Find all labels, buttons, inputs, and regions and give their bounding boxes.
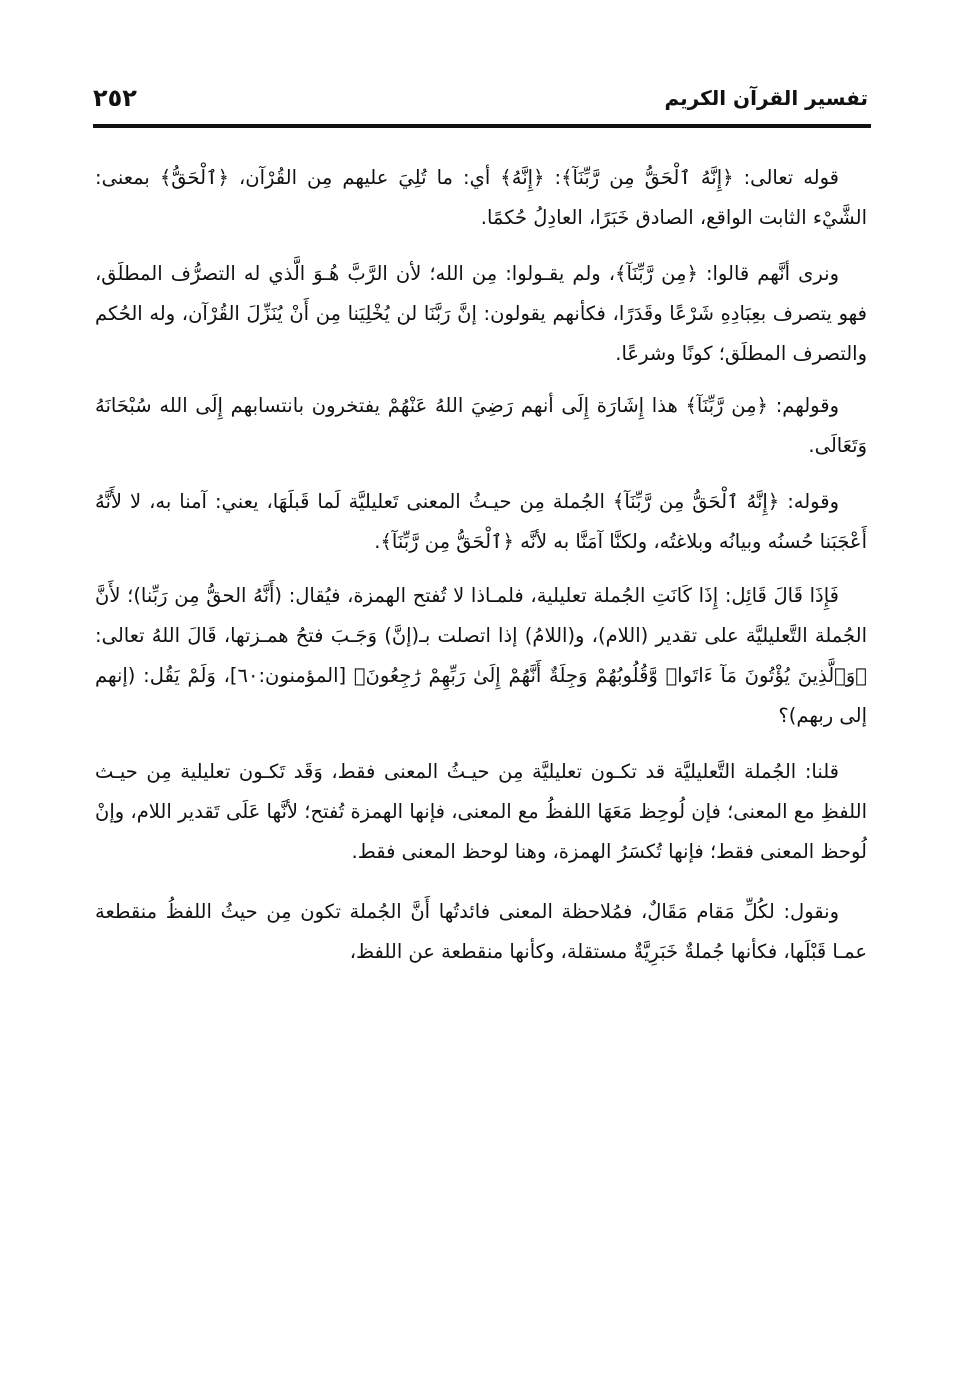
paragraph: ونقول: لكُلِّ مَقام مَقَالٌ، فمُلاحظة المعنى فائدتُها أَنَّ الجُملة تكون مِن حيثُ اللفظُ منقطعة عمـا قَبْلَها، فكأنها جُملةٌ خَبَرِيَّةٌ مستقلة، وكأنها منقطعة عن اللفظ، xyxy=(95,900,867,963)
book-title: تفسير القرآن الكريم xyxy=(664,86,868,110)
page-body xyxy=(95,158,867,986)
page-number: ٢٥٢ xyxy=(93,84,137,112)
page-header xyxy=(93,82,868,122)
paragraph: قوله تعالى: ﴿إِنَّهُ ٱلْحَقُّ مِن رَّبِّنَآ﴾: ﴿إِنَّهُ﴾ أي: ما تُلِيَ عليهم مِن القُرْآن، ﴿ٱلْحَقُّ﴾ بمعنى: الشَّيْء الثابت الواقع، الصادق خَبَرًا، العادِلُ حُكمًا. xyxy=(95,166,867,229)
paragraph: ونرى أنَّهم قالوا: ﴿مِن رَّبِّنَآ﴾، ولم يقـولوا: مِن الله؛ لأن الرَّبَّ هُـوَ الَّذي له التصرُّف المطلَق، فهو يتصرف بعِبَادِهِ شَرْعًا وقَدَرًا، فكأنهم يقولون: إنَّ رَبَّنَا لن يُخْلِيَنا مِن أَنْ يُنَزِّلَ القُرْآن، وله الحُكم والتصرف المطلَق؛ كونًا وشرعًا. xyxy=(95,262,867,365)
paragraph: وقوله: ﴿إِنَّهُ ٱلْحَقُّ مِن رَّبِّنَآ﴾ الجُملة مِن حيـثُ المعنى تَعليليَّة لَما قَبلَهَا، يعني: آمنا به، لا لأَنَّهُ أَعْجَبَنا حُسنُه وبيانُه وبلاغتُه، ولكنَّا آمَنَّا به لأنَّه ﴿ٱلْحَقُّ مِن رَّبِّنَآ﴾. xyxy=(95,490,867,553)
paragraph: قلنا: الجُملة التَّعليليَّة قد تكـون تعليليَّة مِن حيـثُ المعنى فقط، وَقَد تَكـون تعليلية مِن حيـث اللفظِ مع المعنى؛ فإن لُوحِظ مَعَهَا اللفظُ مع المعنى، فإنها الهمزة تُفتح؛ لأنَّها عَلَى تَقدير اللام، وإنْ لُوحظ المعنى فقط؛ فإنها تُكسَرُ الهمزة، وهنا لوحظ المعنى فقط. xyxy=(95,760,867,863)
paragraph: فَإِذَا قَالَ قَائِل: إِذَا كَانَتِ الجُملة تعليلية، فلمـاذا لا تُفتح الهمزة، فيُقال: (أَنَّهُ الحقُّ مِن رَبِّنا)؛ لأَنَّ الجُملة التَّعليليَّة على تقدير (اللام)، و(اللامُ) إذا اتصلت بـ(إنَّ) وَجَـبَ فتحُ همـزتها، قَالَ اللهُ تعالى: ﴿وَٱلَّذِينَ يُؤْتُونَ مَآ ءَاتَوا۟ وَّقُلُوبُهُمْ وَجِلَةٌ أَنَّهُمْ إِلَىٰ رَبِّهِمْ رَٰجِعُونَ﴾ [المؤمنون:٦٠]، وَلَمْ يَقُل: (إنهم إلى ربهم)؟ xyxy=(95,584,867,727)
header-divider xyxy=(93,124,871,128)
paragraph: وقولهم: ﴿مِن رَّبِّنَآ﴾ هذا إِشَارَة إِلَى أنهم رَضِيَ اللهُ عَنْهُمْ يفتخرون بانتسابهم إِلَى الله سُبْحَانَهُ وَتَعَالَى. xyxy=(95,394,867,457)
